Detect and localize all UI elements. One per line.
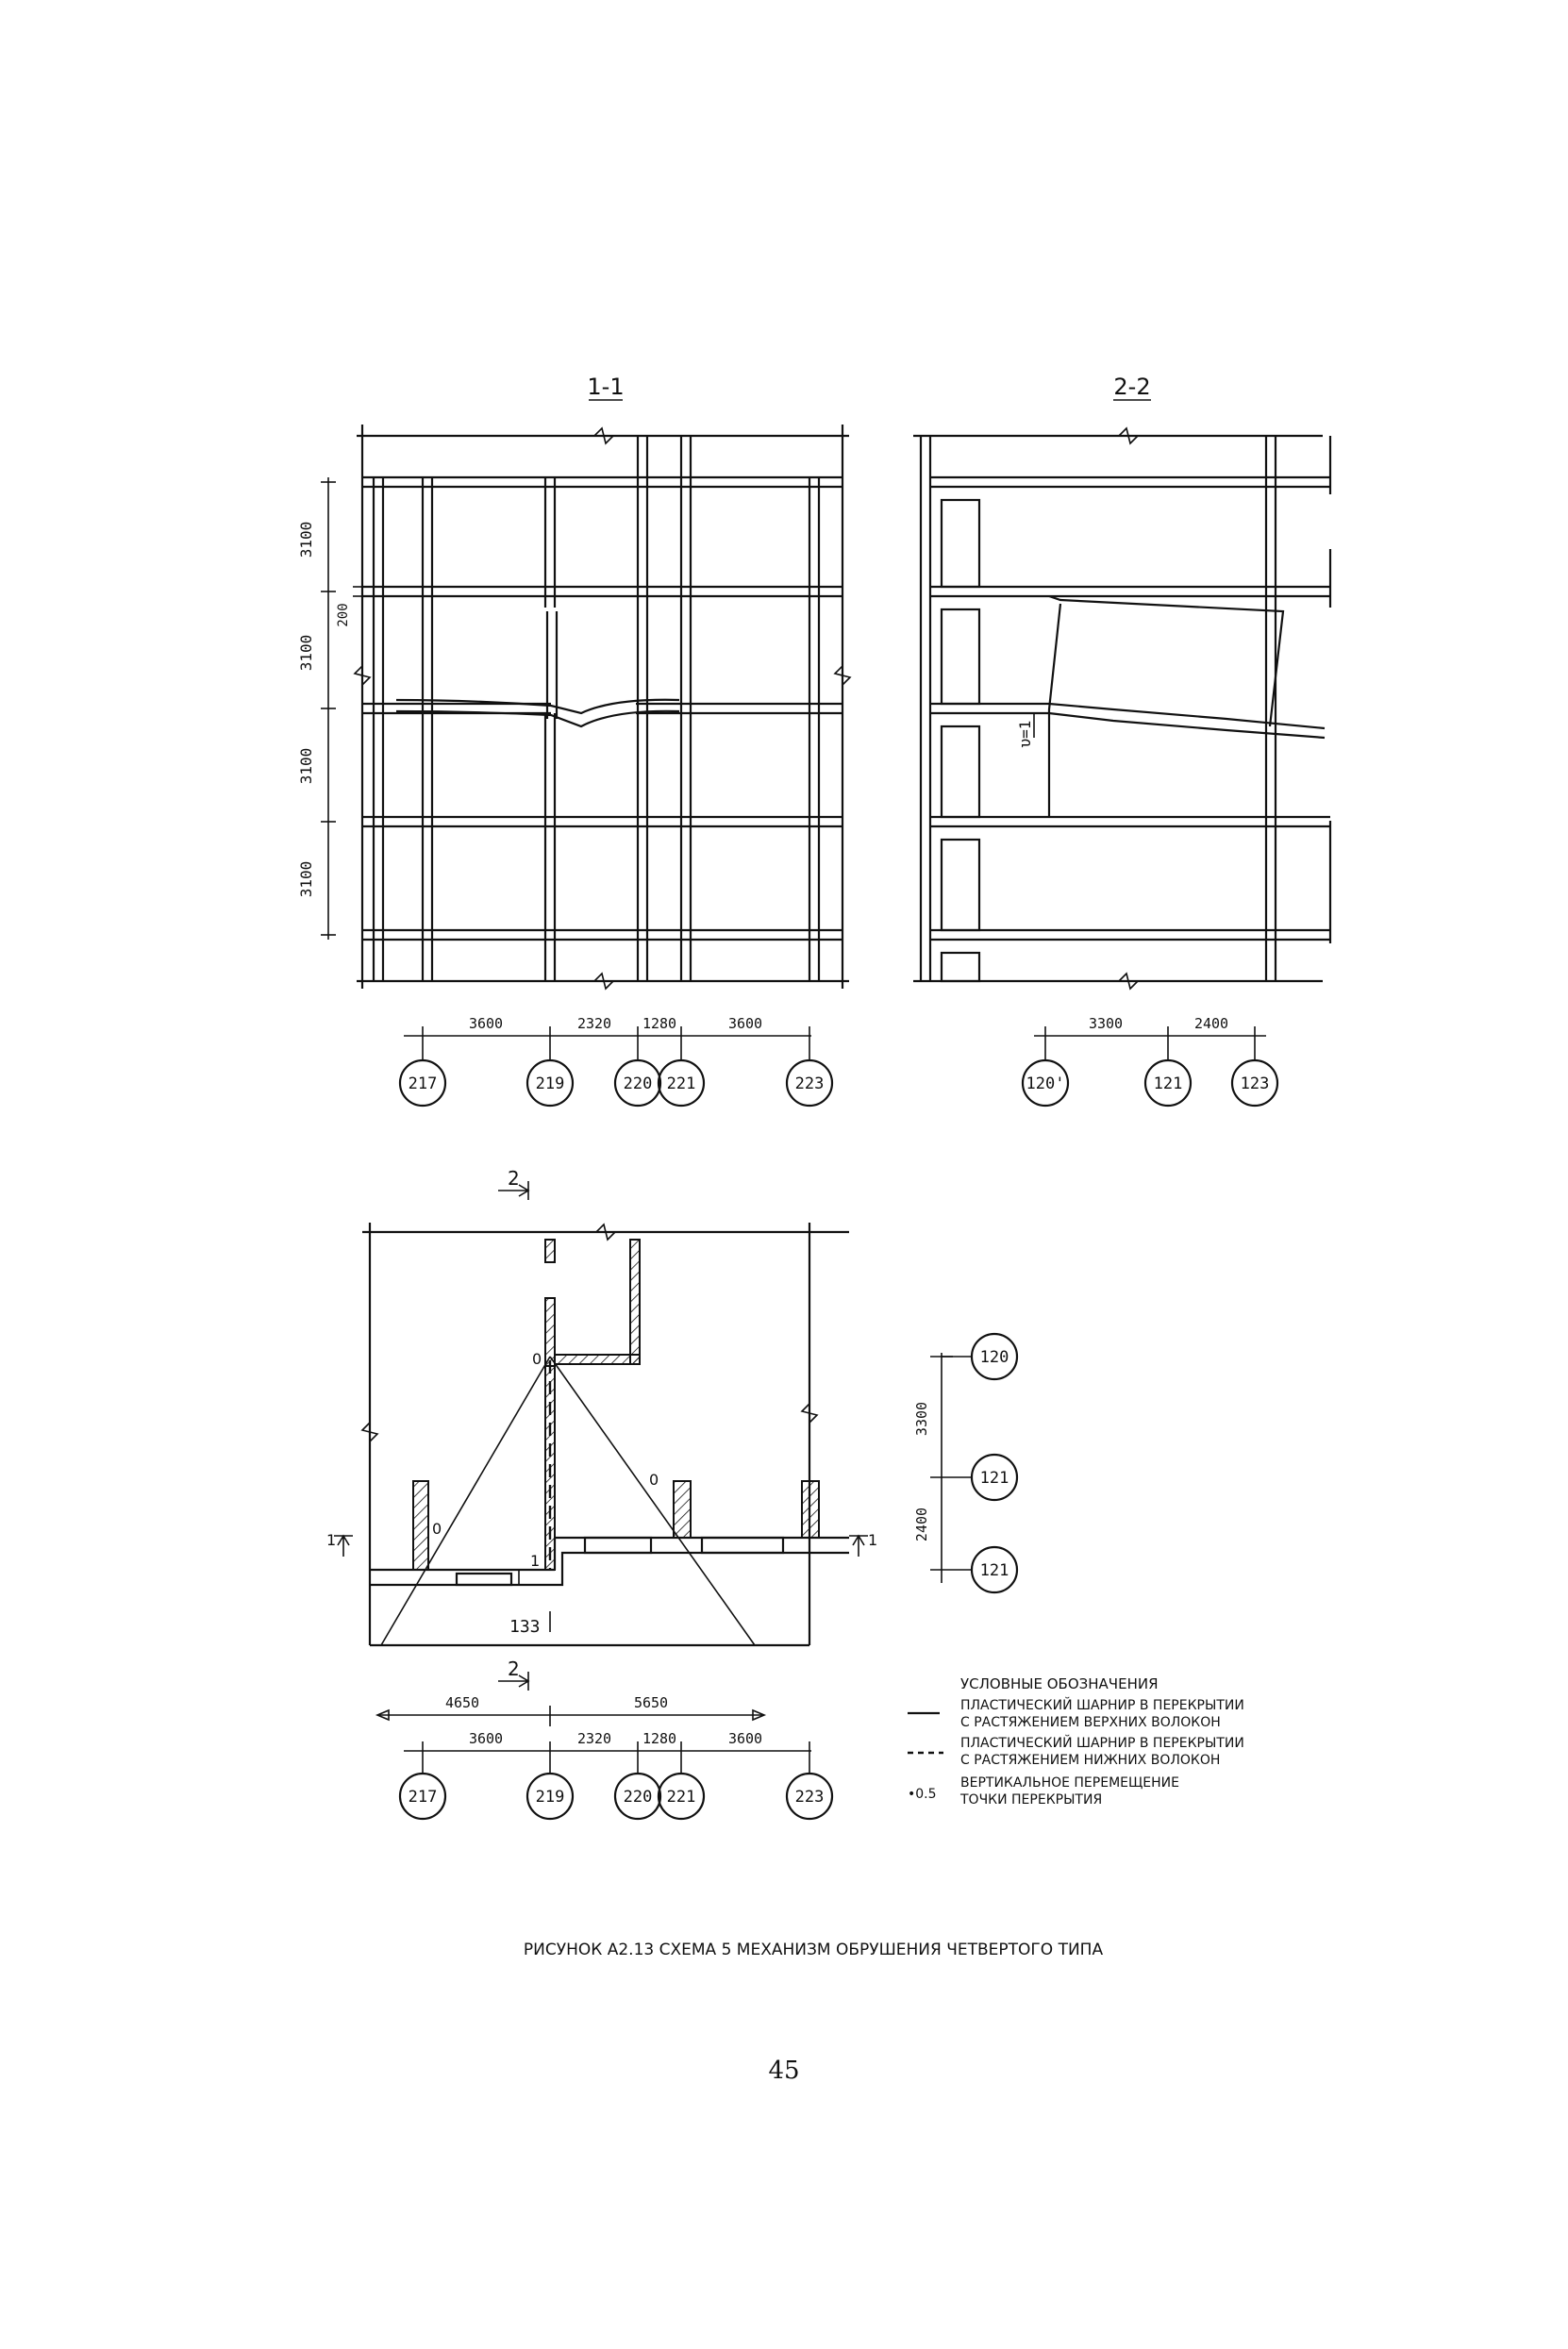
axis-120p: 120': [1026, 1075, 1065, 1093]
axis-bubbles-1-1: [400, 1060, 832, 1106]
collapse-mechanism: [1016, 596, 1325, 817]
plan-axis-223: 223: [794, 1788, 825, 1807]
legend-item-2-line1: ПЛАСТИЧЕСКИЙ ШАРНИР В ПЕРЕКРЫТИИ: [960, 1736, 1244, 1751]
point-label-corner: 1: [530, 1552, 541, 1570]
figure-caption: РИСУНОК А2.13 СХЕМА 5 МЕХАНИЗМ ОБРУШЕНИЯ ЧЕТВЕРТОГО ТИПА: [523, 1941, 1104, 1959]
yield-lines: [381, 1357, 755, 1645]
deflection-label: υ=1: [1016, 720, 1034, 748]
axis-217: 217: [408, 1075, 438, 1093]
level-dim-4: 3100: [297, 860, 315, 898]
side-dim-2: 2400: [913, 1507, 930, 1542]
side-axis-120: 120: [979, 1348, 1009, 1367]
plan-axis-221: 221: [666, 1788, 696, 1807]
legend-item-2-line2: С РАСТЯЖЕНИЕМ НИЖНИХ ВОЛОКОН: [960, 1753, 1221, 1768]
section-2-2-title: 2-2: [1113, 374, 1151, 400]
plan-span-dim-4: 3600: [727, 1730, 763, 1747]
section-1-1: [297, 374, 850, 1106]
level-dim-1: 3100: [297, 521, 315, 558]
side-axis-121b: 121: [979, 1561, 1009, 1580]
plan-span-dim-1: 3600: [468, 1730, 504, 1747]
legend-title: УСЛОВНЫЕ ОБОЗНАЧЕНИЯ: [960, 1675, 1159, 1692]
point-label-left: 0: [432, 1520, 442, 1538]
span-dim-1: 3600: [468, 1015, 504, 1032]
plan-span-dim-2: 2320: [576, 1730, 612, 1747]
section-2-2: [913, 374, 1330, 1106]
page-number: 45: [768, 2057, 800, 2085]
axis-221: 221: [666, 1075, 696, 1093]
axis-123: 123: [1240, 1075, 1270, 1093]
axis-121: 121: [1153, 1075, 1183, 1093]
level-dim-2: 3100: [297, 634, 315, 672]
section-1-1-title: 1-1: [587, 374, 625, 400]
plan-span-dim-3: 1280: [642, 1730, 677, 1747]
legend-item-3-line2: ТОЧКИ ПЕРЕКРЫТИЯ: [960, 1792, 1103, 1808]
cut-mark-1-right: 1: [868, 1531, 878, 1549]
point-label-top: 0: [532, 1350, 542, 1368]
legend-item-3-line1: ВЕРТИКАЛЬНОЕ ПЕРЕМЕЩЕНИЕ: [960, 1775, 1179, 1791]
axis-219: 219: [535, 1075, 565, 1093]
plan-axis-220: 220: [623, 1788, 653, 1807]
axis-220: 220: [623, 1075, 653, 1093]
point-label-right: 0: [649, 1471, 659, 1489]
legend-item-1-line2: С РАСТЯЖЕНИЕМ ВЕРХНИХ ВОЛОКОН: [960, 1715, 1221, 1730]
side-dim-1: 3300: [913, 1401, 930, 1437]
cut-mark-bottom: 2: [508, 1658, 520, 1680]
plan-axis-217: 217: [408, 1788, 438, 1807]
legend: [908, 1675, 1244, 1808]
legend-item-3-symbol: •0.5: [908, 1787, 937, 1802]
cut-mark-1-left: 1: [326, 1531, 337, 1549]
axis-223: 223: [794, 1075, 825, 1093]
level-dimension-line: [297, 477, 364, 940]
span-dimension-line: [404, 1015, 811, 1060]
cut-mark-top: 2: [508, 1167, 520, 1190]
level-dim-3: 3100: [297, 747, 315, 785]
plan-axis-219: 219: [535, 1788, 565, 1807]
slab-thickness-dim: 200: [336, 603, 351, 627]
s2-span-dim-2: 2400: [1193, 1015, 1229, 1032]
overall-dim-2: 5650: [633, 1694, 669, 1711]
span-dim-3: 1280: [642, 1015, 677, 1032]
deflection-value: 133: [509, 1617, 541, 1637]
side-axis-121: 121: [979, 1469, 1009, 1488]
overall-dim-1: 4650: [444, 1694, 480, 1711]
s2-span-dim-1: 3300: [1088, 1015, 1124, 1032]
span-dim-2: 2320: [576, 1015, 612, 1032]
walls: [370, 1240, 849, 1585]
slab-bands: [362, 477, 842, 940]
floor-plan: [326, 1167, 1017, 1819]
legend-item-1-line1: ПЛАСТИЧЕСКИЙ ШАРНИР В ПЕРЕКРЫТИИ: [960, 1698, 1244, 1713]
span-dim-4: 3600: [727, 1015, 763, 1032]
